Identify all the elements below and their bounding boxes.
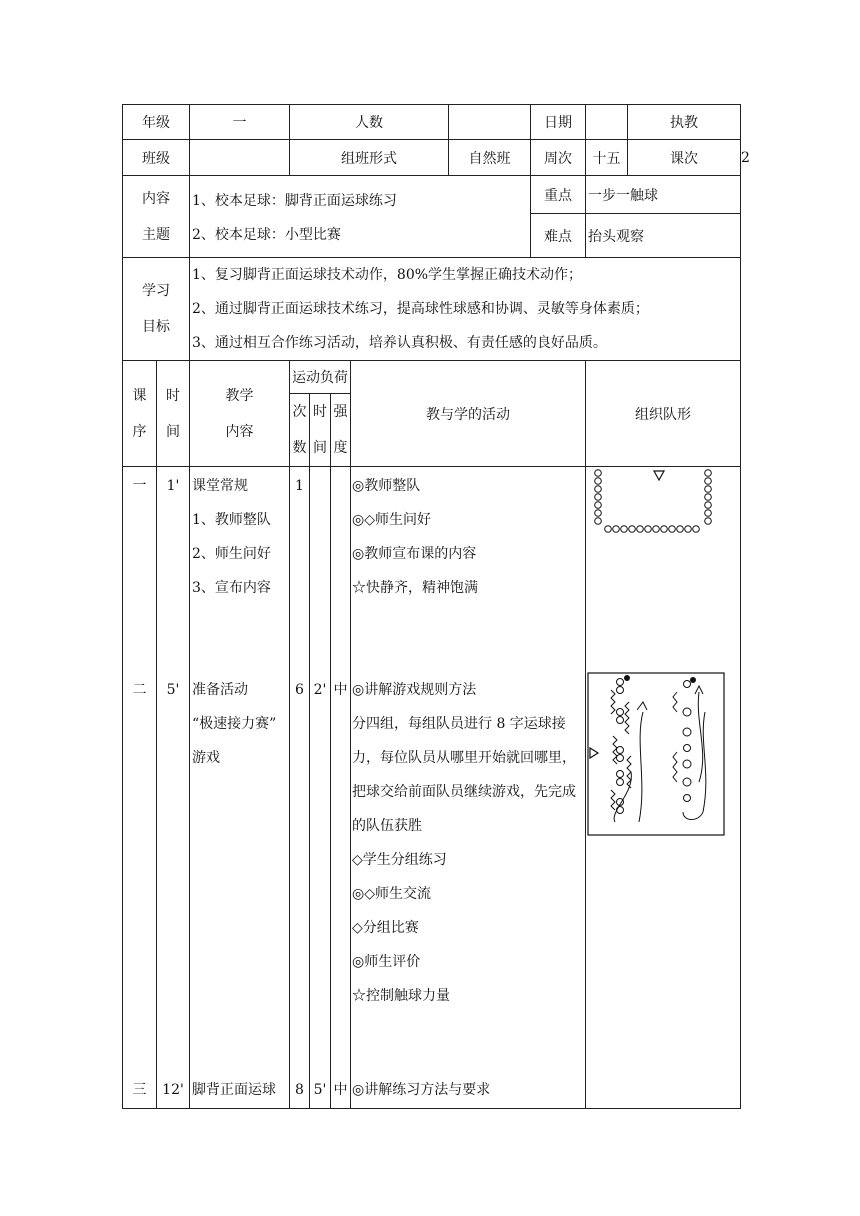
count-label: 人数: [290, 105, 449, 140]
col-load: 运动负荷: [290, 361, 351, 394]
topic-row-1: [123, 176, 741, 214]
formation-lineup-diagram: [592, 469, 716, 539]
lesson-plan-table: [122, 104, 750, 1109]
order-column: [123, 467, 157, 1109]
teacher-triangle-icon: [654, 471, 664, 480]
intensity-column: [331, 467, 351, 1109]
col-content: 教学 内容: [190, 361, 290, 467]
class-label: 班级: [123, 140, 190, 176]
key-label: 重点: [531, 176, 586, 214]
section-time: 1': [166, 478, 180, 494]
col-activity: 教与学的活动: [351, 361, 586, 467]
section-content: 准备活动 “极速接力赛” 游戏: [192, 682, 277, 766]
section-activities: ◎教师整队 ◎◇师生问好 ◎教师宣布课的内容 ☆快静齐，精神饱满: [352, 478, 478, 596]
section-duration: 2': [313, 682, 327, 698]
topic-label: 内容 主题: [123, 176, 190, 258]
section-content: 课堂常规 1、教师整队 2、师生问好 3、宣布内容: [192, 478, 271, 596]
header-row-1: [123, 105, 741, 140]
goals-row: [123, 258, 741, 361]
goals-label: 学习 目标: [123, 258, 190, 361]
col-formation: 组织队形: [586, 361, 741, 467]
col-times: 次 数: [290, 394, 310, 467]
difficulty-label: 难点: [531, 214, 586, 258]
date-value: [586, 105, 628, 140]
lesson-label: 课次: [628, 140, 741, 176]
time-column: [157, 467, 190, 1109]
activity-column: [351, 467, 586, 1109]
goal-item: 1、复习脚背正面运球技术动作，80%学生掌握正确技术动作；: [192, 267, 583, 283]
topic-items: [190, 176, 531, 258]
section-duration: 5': [313, 1082, 327, 1098]
class-value: [190, 140, 290, 176]
section-activities: ◎讲解练习方法与要求: [352, 1082, 491, 1098]
section-time: 5': [166, 682, 180, 698]
topic-item: 1、校本足球：脚背正面运球练习: [192, 192, 397, 209]
section-activities: ◎讲解游戏规则方法 分四组，每组队员进行 8 字运球接 力，每位队员从哪里开始就回哪里， 把球交给前面队员继续游戏，先完成 的队伍获胜 ◇学生分组练习 ◎◇师生交流 ◇分组比赛 ◎师生评价 ☆控制触球力量: [352, 682, 576, 1004]
header-row-2: 班级 组班形式 自然班 周次 十五 课次 2: [123, 140, 741, 176]
formation-column: [586, 467, 741, 1109]
col-time: 时 间: [157, 361, 190, 467]
form-value: 自然班: [449, 140, 531, 176]
section-order: 三: [132, 1082, 147, 1098]
goal-item: 3、通过相互合作练习活动，培养认真积极、有责任感的良好品质。: [192, 335, 607, 351]
col-intensity: 强 度: [331, 394, 351, 467]
form-label: 组班形式: [290, 140, 449, 176]
grade-label: 年级: [123, 105, 190, 140]
col-duration: 时 间: [310, 394, 331, 467]
difficulty-value: 抬头观察: [586, 214, 741, 258]
sections-body-row: [123, 467, 741, 1109]
section-intensity: 中: [333, 1082, 348, 1098]
section-intensity: 中: [333, 682, 348, 698]
section-content: 脚背正面运球: [192, 1082, 276, 1098]
key-value: 一步一触球: [586, 176, 741, 214]
week-label: 周次: [531, 140, 586, 176]
section-order: 二: [132, 682, 147, 698]
section-times: 8: [295, 1082, 304, 1098]
section-time: 12': [162, 1082, 184, 1098]
column-header-row-1: [123, 361, 741, 394]
col-order: 课 序: [123, 361, 157, 467]
count-value: [449, 105, 531, 140]
teacher-triangle-icon: [590, 748, 598, 758]
times-column: [290, 467, 310, 1109]
content-column: [190, 467, 290, 1109]
goal-item: 2、通过脚背正面运球技术练习，提高球性球感和协调、灵敏等身体素质；: [192, 301, 649, 317]
formation-relay-diagram: [587, 672, 725, 838]
week-value: 十五: [586, 140, 628, 176]
section-times: 6: [295, 682, 304, 698]
goals-items: [190, 258, 741, 361]
section-order: 一: [132, 478, 147, 494]
teacher-label: 执教: [628, 105, 741, 140]
duration-column: [310, 467, 331, 1109]
grade-value: 一: [190, 105, 290, 140]
date-label: 日期: [531, 105, 586, 140]
section-times: 1: [295, 478, 304, 494]
topic-item: 2、校本足球：小型比赛: [192, 226, 341, 243]
